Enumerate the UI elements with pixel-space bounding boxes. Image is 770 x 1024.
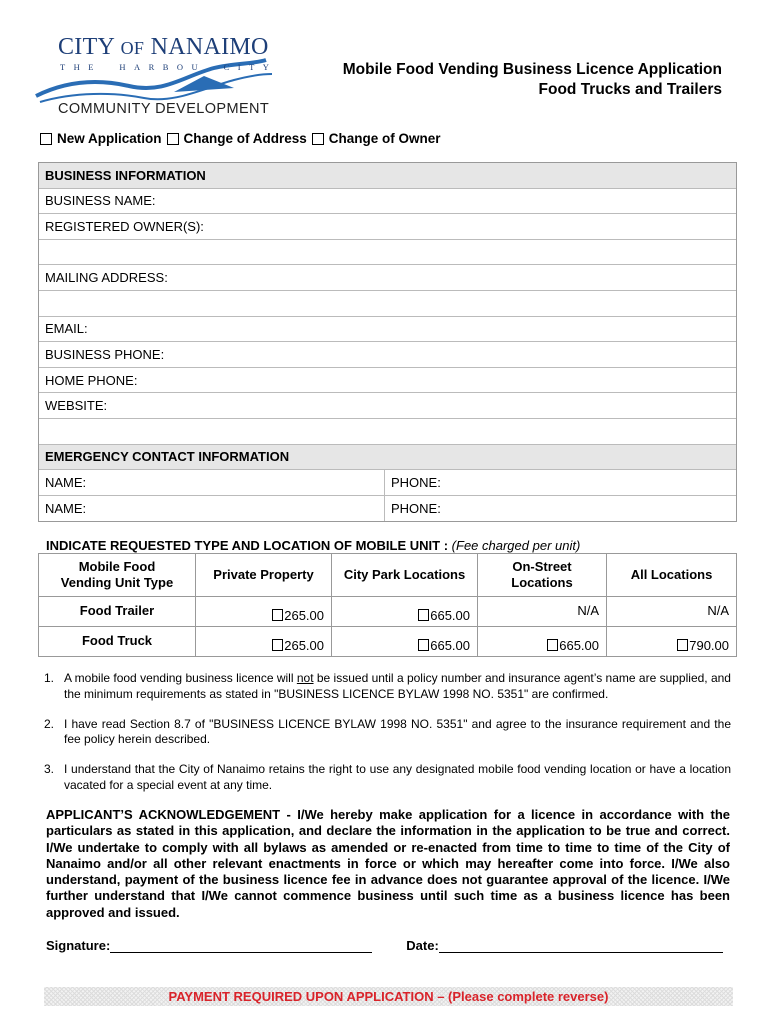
food-truck-park-option[interactable]: 665.00 [332,627,478,657]
change-of-owner-checkbox[interactable] [312,133,324,145]
food-trailer-all-na: N/A [607,597,737,627]
emergency-phone-field-1[interactable]: PHONE: [391,474,441,490]
payment-notice: PAYMENT REQUIRED UPON APPLICATION – (Please complete reverse) [44,987,733,1006]
emergency-name-field-2[interactable]: NAME: [39,496,385,522]
food-trailer-label: Food Trailer [39,597,196,627]
fee-table-heading: INDICATE REQUESTED TYPE AND LOCATION OF MOBILE UNIT : (Fee charged per unit) [46,538,581,553]
fee-table-heading-note: (Fee charged per unit) [451,538,581,553]
website-field[interactable]: WEBSITE: [39,393,736,419]
food-truck-label: Food Truck [39,627,196,657]
col-all-locations-header: All Locations [607,554,737,597]
food-truck-all-option[interactable]: 790.00 [607,627,737,657]
fee-table-header-row [39,554,737,597]
food-truck-private-option[interactable]: 265.00 [196,627,332,657]
col-unit-type-header: Mobile Food Vending Unit Type [39,554,196,597]
emergency-contact-heading: EMERGENCY CONTACT INFORMATION [39,445,736,471]
mailing-address-field-continued[interactable] [39,291,736,317]
food-trailer-private-checkbox[interactable] [272,609,283,621]
signature-row [46,938,723,953]
mobile-unit-fee-table [38,553,737,657]
email-field[interactable]: EMAIL: [39,317,736,343]
table-row [39,627,737,657]
list-item: 3. I understand that the City of Nanaimo retains the right to use any designated mobile food vending location or have a location vacated for a special event at any time. [44,762,731,792]
signature-line[interactable] [110,939,372,953]
list-item: 2. I have read Section 8.7 of "BUSINESS LICENCE BYLAW 1998 NO. 5351" and agree to the insurance requirement and the fee policy herein described. [44,716,731,746]
food-trailer-park-option[interactable]: 665.00 [332,597,478,627]
website-field-continued[interactable] [39,419,736,445]
list-item: 1. A mobile food vending business licence will not be issued until a policy number and insurance agent’s name are supplied, and the minimum requirements as stated in "BUSINESS LICENCE BYLAW 1998 NO. 5351" are confirmed. [44,671,731,701]
logo-department: COMMUNITY DEVELOPMENT [58,101,270,117]
food-truck-street-checkbox[interactable] [547,639,558,651]
terms-list [44,671,731,808]
business-phone-field[interactable]: BUSINESS PHONE: [39,342,736,368]
col-city-park-header: City Park Locations [332,554,478,597]
logo-tagline: T H E H A R B O U C I T Y [60,62,270,72]
mailing-address-field[interactable]: MAILING ADDRESS: [39,265,736,291]
applicant-acknowledgement: APPLICANT’S ACKNOWLEDGEMENT - I/We hereby make application for a licence in accordance with the particulars as stated in this application, and declare the information in the application to be true and correct. I/We undertake to comply with all bylaws as amended or re-enacted from time to time to time of the City of Nanaimo and/or all other relevant enactments in force or which may hereafter come into force. I/We also understand, payment of the business licence fee in advance does not guarantee approval of the licence. I/We further understand that I/We cannot commence business until such time as a business licence has been approved and issued. [46,807,730,920]
table-row [39,597,737,627]
change-of-address-checkbox[interactable] [167,133,179,145]
emergency-contact-row-2 [39,496,736,522]
change-of-owner-option[interactable]: Change of Owner [312,131,441,146]
title-line-2: Food Trucks and Trailers [538,81,722,98]
document-title [343,60,722,100]
col-private-property-header: Private Property [196,554,332,597]
business-name-field[interactable]: BUSINESS NAME: [39,189,736,215]
registered-owners-field-continued[interactable] [39,240,736,266]
food-trailer-private-option[interactable]: 265.00 [196,597,332,627]
business-information-table [38,162,737,522]
food-trailer-park-checkbox[interactable] [418,609,429,621]
food-truck-street-option[interactable]: 665.00 [478,627,607,657]
emergency-contact-row-1 [39,470,736,496]
food-truck-private-checkbox[interactable] [272,639,283,651]
emergency-name-field-1[interactable]: NAME: [39,470,385,495]
change-of-address-option[interactable]: Change of Address [167,131,307,146]
emergency-phone-field-2[interactable]: PHONE: [391,501,441,517]
new-application-option[interactable]: New Application [40,131,162,146]
col-on-street-header: On-Street Locations [478,554,607,597]
date-line[interactable] [439,939,723,953]
city-logo [34,32,274,122]
food-truck-all-checkbox[interactable] [677,639,688,651]
food-truck-park-checkbox[interactable] [418,639,429,651]
registered-owners-field[interactable]: REGISTERED OWNER(S): [39,214,736,240]
business-information-heading: BUSINESS INFORMATION [39,163,736,189]
logo-city-name: CITY OF NANAIMO [58,34,269,60]
new-application-checkbox[interactable] [40,133,52,145]
food-trailer-street-na: N/A [478,597,607,627]
date-label: Date: [406,938,439,953]
title-line-1: Mobile Food Vending Business Licence Application [342,61,722,78]
signature-label: Signature: [46,938,111,953]
application-type-options [40,131,446,146]
home-phone-field[interactable]: HOME PHONE: [39,368,736,394]
